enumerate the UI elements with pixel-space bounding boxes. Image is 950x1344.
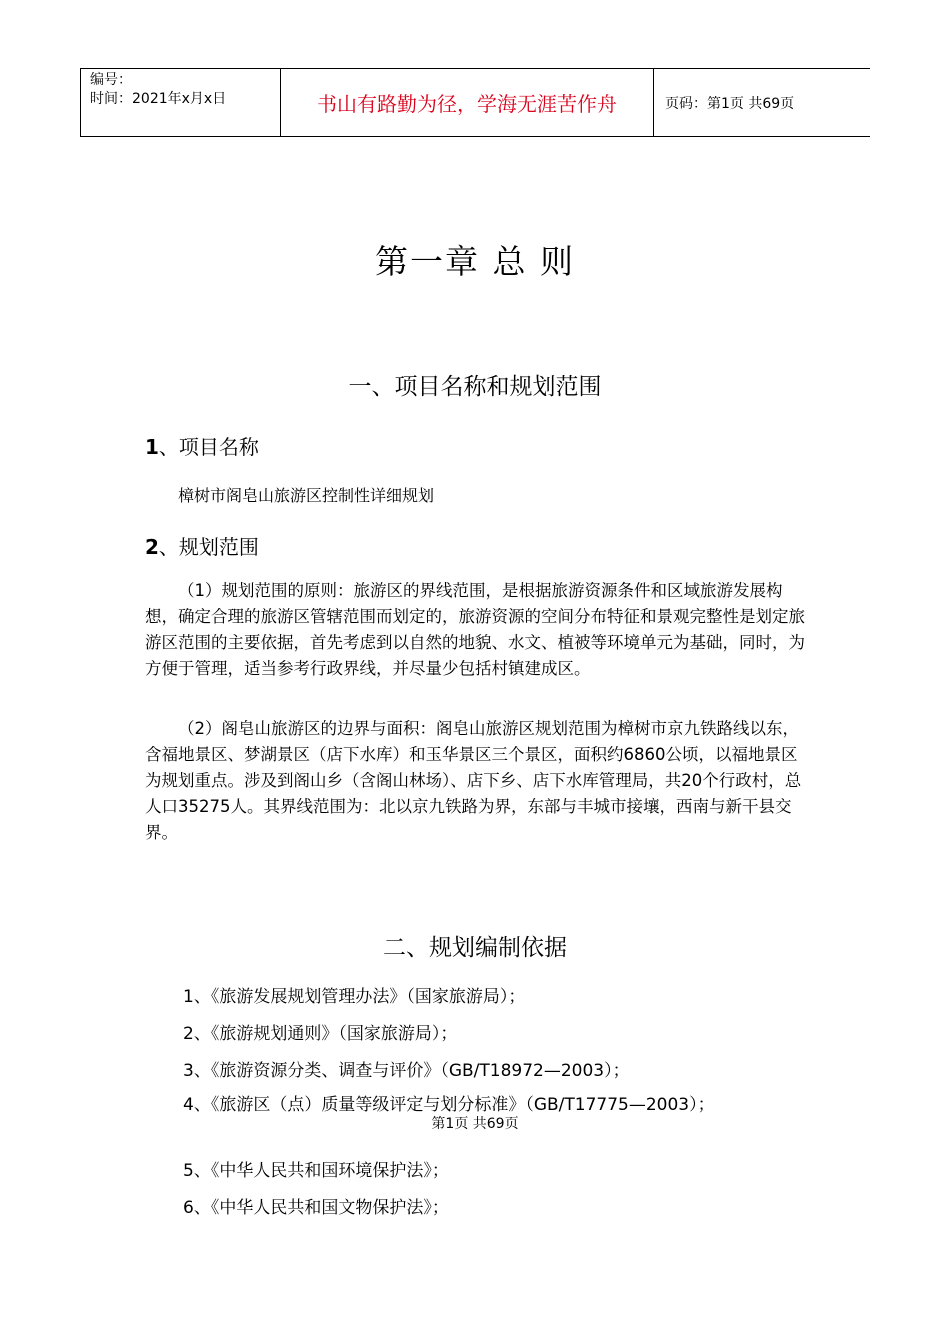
subheading-text: 、项目名称	[158, 435, 259, 459]
section-title-1: 一、项目名称和规划范围	[348, 374, 602, 400]
page-code: 页码：第1页 共69页	[665, 95, 795, 112]
date-label: 时间：2021年x月x日	[90, 91, 227, 107]
subheading-project-name	[145, 431, 259, 460]
chapter-title: 第一章 总 则	[375, 242, 575, 281]
header-page-cell	[654, 69, 870, 136]
header-info-cell	[80, 69, 281, 136]
project-name: 樟树市阁皂山旅游区控制性详细规划	[178, 486, 435, 505]
motto-text: 书山有路勤为径，学海无涯苦作舟	[317, 92, 617, 116]
header-motto-cell	[281, 69, 654, 136]
list-item: 2、《旅游规划通则》（国家旅游局）；	[183, 1024, 458, 1044]
list-item: 3、《旅游资源分类、调查与评价》（GB/T18972—2003）；	[183, 1061, 630, 1081]
subheading-number: 2	[145, 535, 159, 559]
list-item: 1、《旅游发展规划管理办法》（国家旅游局）；	[183, 987, 526, 1007]
number-label: 编号：	[90, 72, 132, 88]
section-title-2: 二、规划编制依据	[383, 935, 567, 961]
subheading-text: 、规划范围	[158, 535, 259, 559]
subheading-number: 1	[145, 435, 159, 459]
list-item: 6、《中华人民共和国文物保护法》；	[183, 1198, 449, 1218]
paragraph-scope-principle: （1）规划范围的原则：旅游区的界线范围，是根据旅游资源条件和区域旅游发展构想，确定合理的旅游区管辖范围而划定的，旅游资源的空间分布特征和景观完整性是划定旅游区范围的主要依据，首先考虑到以自然的地貌、水文、植被等环境单元为基础，同时，为方便于管理，适当参考行政界线，并尽量少包括村镇建成区。	[145, 581, 805, 678]
paragraph-boundary-area: （2）阁皂山旅游区的边界与面积：阁皂山旅游区规划范围为樟树市京九铁路线以东，含福地景区、梦湖景区（店下水库）和玉华景区三个景区，面积约6860公顷，以福地景区为规划重点。涉及到阁山乡（含阁山林场）、店下乡、店下水库管理局，共20个行政村，总人口35275人。其界线范围为：北以京九铁路为界，东部与丰城市接壤，西南与新干县交界。	[145, 719, 802, 842]
subheading-scope	[145, 531, 259, 560]
list-item: 4、《旅游区（点）质量等级评定与划分标准》（GB/T17775—2003）；	[183, 1095, 715, 1115]
list-item: 5、《中华人民共和国环境保护法》；	[183, 1161, 449, 1181]
page-footer: 第1页 共69页	[431, 1116, 519, 1132]
header-table	[80, 68, 870, 137]
